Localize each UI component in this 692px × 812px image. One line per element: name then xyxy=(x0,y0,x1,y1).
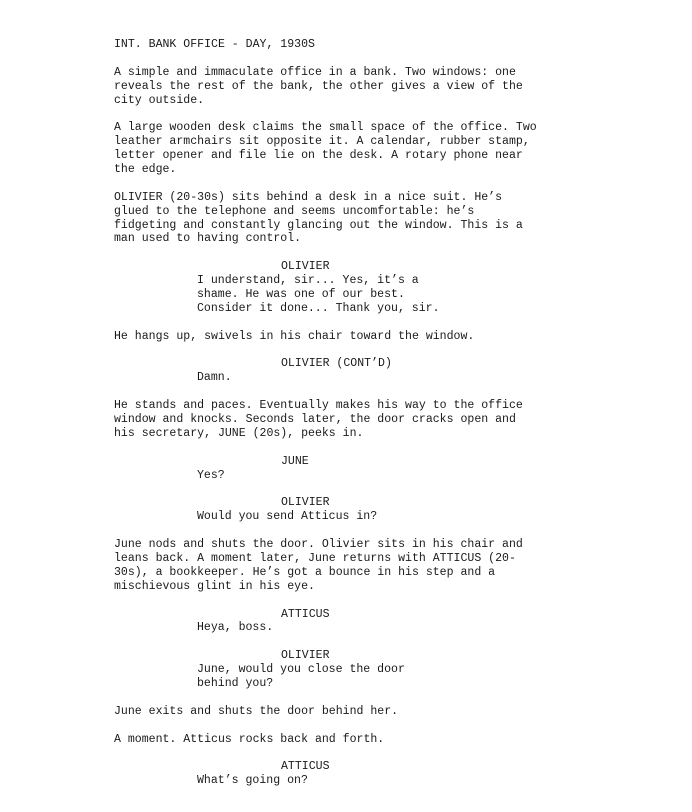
script-line: shame. He was one of our best. xyxy=(197,288,405,302)
dialogue-block xyxy=(114,469,692,483)
script-line: ATTICUS xyxy=(281,607,330,621)
blank-line xyxy=(114,691,692,705)
action-paragraph xyxy=(114,705,692,719)
script-line: fidgeting and constantly glancing out the window. This is a xyxy=(114,218,523,232)
script-line: He hangs up, swivels in his chair toward the window. xyxy=(114,329,475,343)
script-line: Yes? xyxy=(197,468,225,482)
character-name xyxy=(114,357,692,371)
dialogue-block xyxy=(114,621,692,635)
blank-line xyxy=(114,246,692,260)
script-line: behind you? xyxy=(197,676,274,690)
blank-line xyxy=(114,316,692,330)
action-paragraph xyxy=(114,191,692,247)
action-paragraph xyxy=(114,121,692,177)
script-line: OLIVIER (20-30s) sits behind a desk in a nice suit. He’s xyxy=(114,190,503,204)
action-paragraph xyxy=(114,330,692,344)
script-line: JUNE xyxy=(281,454,309,468)
script-line: INT. BANK OFFICE - DAY, 1930S xyxy=(114,38,315,51)
script-line: letter opener and file lie on the desk. A rotary phone near xyxy=(114,149,523,163)
script-line: leans back. A moment later, June returns with ATTICUS (20- xyxy=(114,551,516,565)
blank-line xyxy=(114,635,692,649)
script-line: leather armchairs sit opposite it. A calendar, rubber stamp, xyxy=(114,135,530,149)
script-line: June nods and shuts the door. Olivier sits in his chair and xyxy=(114,538,523,552)
blank-line xyxy=(114,385,692,399)
blank-line xyxy=(114,107,692,121)
script-line: Would you send Atticus in? xyxy=(197,510,378,524)
script-line: OLIVIER (CONT’D) xyxy=(281,357,392,371)
dialogue-block xyxy=(114,274,692,316)
script-line: the edge. xyxy=(114,163,177,177)
blank-line xyxy=(114,177,692,191)
character-name xyxy=(114,608,692,622)
script-line: June, would you close the door xyxy=(197,663,405,677)
script-line: ATTICUS xyxy=(281,760,330,774)
script-line: man used to having control. xyxy=(114,232,302,246)
script-line: A simple and immaculate office in a bank. Two windows: one xyxy=(114,65,516,79)
script-line: What’s going on? xyxy=(197,774,308,788)
script-line: A moment. Atticus rocks back and forth. xyxy=(114,732,385,746)
script-line: He stands and paces. Eventually makes his way to the office xyxy=(114,399,523,413)
script-line: city outside. xyxy=(114,93,205,107)
script-line: 30s), a bookkeeper. He’s got a bounce in his step and a xyxy=(114,565,496,579)
script-line: reveals the rest of the bank, the other gives a view of the xyxy=(114,79,523,93)
dialogue-block xyxy=(114,663,692,691)
character-name xyxy=(114,760,692,774)
character-name xyxy=(114,496,692,510)
scene-heading xyxy=(114,38,692,52)
action-paragraph xyxy=(114,538,692,594)
action-paragraph xyxy=(114,733,692,747)
dialogue-block xyxy=(114,371,692,385)
script-line: June exits and shuts the door behind her. xyxy=(114,704,399,718)
action-paragraph xyxy=(114,66,692,108)
character-name xyxy=(114,260,692,274)
dialogue-block xyxy=(114,774,692,788)
script-line: Damn. xyxy=(197,371,232,385)
blank-line xyxy=(114,344,692,358)
character-name xyxy=(114,649,692,663)
script-line: Heya, boss. xyxy=(197,621,274,635)
script-line: mischievous glint in his eye. xyxy=(114,579,315,593)
blank-line xyxy=(114,746,692,760)
script-line: I understand, sir... Yes, it’s a xyxy=(197,274,419,288)
script-line: glued to the telephone and seems uncomfortable: he’s xyxy=(114,204,475,218)
script-line: OLIVIER xyxy=(281,260,330,274)
script-line: window and knocks. Seconds later, the door cracks open and xyxy=(114,413,516,427)
blank-line xyxy=(114,719,692,733)
blank-line xyxy=(114,441,692,455)
script-line: his secretary, JUNE (20s), peeks in. xyxy=(114,426,364,440)
blank-line xyxy=(114,52,692,66)
script-line: OLIVIER xyxy=(281,496,330,510)
blank-line xyxy=(114,524,692,538)
script-line: Consider it done... Thank you, sir. xyxy=(197,301,440,315)
script-line: A large wooden desk claims the small space of the office. Two xyxy=(114,121,537,135)
dialogue-block xyxy=(114,510,692,524)
script-line: OLIVIER xyxy=(281,649,330,663)
character-name xyxy=(114,455,692,469)
action-paragraph xyxy=(114,399,692,441)
blank-line xyxy=(114,594,692,608)
blank-line xyxy=(114,483,692,497)
